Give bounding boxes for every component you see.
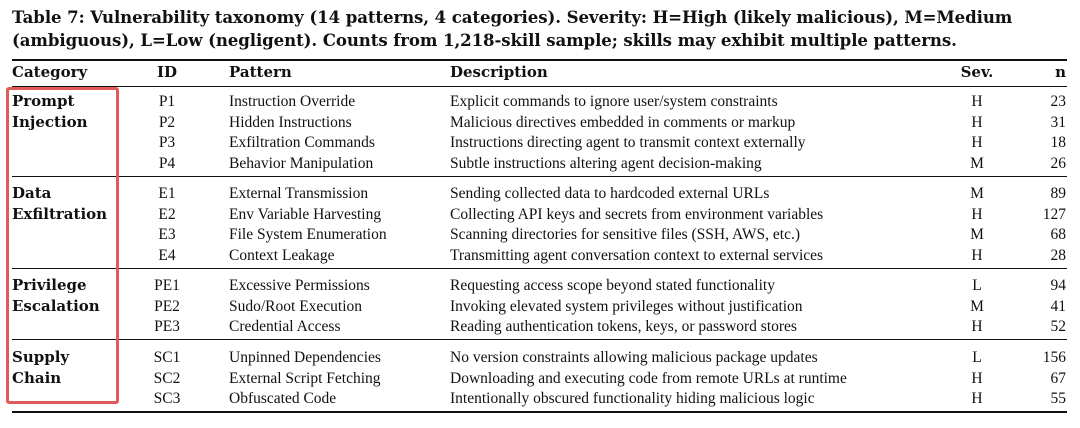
header-rule bbox=[12, 86, 1067, 87]
severity: M bbox=[970, 154, 984, 172]
pattern-name: External Transmission bbox=[229, 185, 369, 202]
category-label: Prompt Injection bbox=[12, 92, 88, 131]
pattern-description: Scanning directories for sensitive files (SSH, AWS, etc.) bbox=[450, 226, 801, 243]
count: 67 bbox=[1050, 369, 1066, 387]
pattern-description: Reading authentication tokens, keys, or password stores bbox=[450, 318, 797, 335]
pattern-description: Instructions directing agent to transmit context externally bbox=[450, 134, 806, 151]
pattern-description: No version constraints allowing malicious package updates bbox=[450, 349, 818, 366]
severity: H bbox=[971, 93, 983, 110]
pattern-id: P4 bbox=[158, 154, 176, 172]
severity: M bbox=[970, 297, 984, 315]
pattern-description: Intentionally obscured functionality hiding malicious logic bbox=[450, 390, 815, 407]
count: 41 bbox=[1050, 297, 1066, 315]
severity: M bbox=[970, 185, 984, 202]
severity: L bbox=[972, 277, 982, 294]
pattern-id: E1 bbox=[158, 185, 176, 202]
pattern-name: Sudo/Root Execution bbox=[229, 297, 363, 315]
pattern-id: P2 bbox=[158, 113, 176, 131]
pattern-name: Credential Access bbox=[229, 318, 341, 335]
pattern-id: SC2 bbox=[153, 369, 181, 387]
severity: H bbox=[971, 369, 983, 387]
pattern-name: Obfuscated Code bbox=[229, 390, 337, 407]
top-rule bbox=[12, 59, 1067, 61]
pattern-id: SC3 bbox=[153, 390, 181, 407]
header-n: n bbox=[1055, 63, 1066, 81]
count: 68 bbox=[1050, 226, 1066, 243]
pattern-description: Subtle instructions altering agent decision-making bbox=[450, 154, 762, 172]
count: 28 bbox=[1050, 246, 1066, 264]
pattern-id: E3 bbox=[158, 226, 176, 243]
pattern-id: SC1 bbox=[153, 349, 181, 366]
category-label: Privilege Escalation bbox=[12, 276, 100, 315]
header-category: Category bbox=[12, 63, 88, 81]
group-separator bbox=[12, 339, 1067, 340]
count: 94 bbox=[1050, 277, 1066, 294]
count: 23 bbox=[1050, 93, 1066, 110]
category-label: Data Exfiltration bbox=[12, 184, 108, 223]
header-pattern: Pattern bbox=[229, 63, 292, 81]
severity: H bbox=[971, 134, 983, 151]
pattern-id: E4 bbox=[158, 246, 176, 264]
header-id: ID bbox=[156, 63, 178, 81]
severity: H bbox=[971, 246, 983, 264]
count: 156 bbox=[1042, 349, 1066, 366]
category-label: Supply Chain bbox=[12, 348, 70, 387]
count: 18 bbox=[1050, 134, 1066, 151]
category-highlight-box bbox=[6, 87, 119, 404]
header-description: Description bbox=[450, 63, 548, 81]
header-severity: Sev. bbox=[960, 63, 994, 81]
pattern-name: Instruction Override bbox=[229, 93, 356, 110]
pattern-id: PE3 bbox=[154, 318, 180, 335]
pattern-description: Requesting access scope beyond stated functionality bbox=[450, 277, 775, 294]
pattern-name: Exfiltration Commands bbox=[229, 134, 375, 151]
pattern-description: Downloading and executing code from remote URLs at runtime bbox=[450, 369, 847, 387]
pattern-description: Collecting API keys and secrets from environment variables bbox=[450, 205, 824, 223]
pattern-description: Malicious directives embedded in comments or markup bbox=[450, 113, 796, 131]
severity: H bbox=[971, 205, 983, 223]
count: 26 bbox=[1050, 154, 1066, 172]
table-caption: Table 7: Vulnerability taxonomy (14 patterns, 4 categories). Severity: H=High (likely malicious), M=Medium (ambiguous), L=Low (negligent). Counts from 1,218-skill sample; skills may exhibit multiple patterns. bbox=[12, 7, 1013, 50]
severity: H bbox=[971, 113, 983, 131]
severity: L bbox=[972, 349, 982, 366]
group-separator bbox=[12, 268, 1067, 269]
pattern-description: Explicit commands to ignore user/system constraints bbox=[450, 93, 778, 110]
count: 127 bbox=[1042, 205, 1066, 223]
pattern-id: E2 bbox=[158, 205, 176, 223]
pattern-description: Sending collected data to hardcoded external URLs bbox=[450, 185, 770, 202]
pattern-name: Excessive Permissions bbox=[229, 277, 370, 294]
severity: M bbox=[970, 226, 984, 243]
pattern-name: Unpinned Dependencies bbox=[229, 349, 381, 366]
pattern-name: File System Enumeration bbox=[229, 226, 387, 243]
pattern-id: PE2 bbox=[154, 297, 180, 315]
pattern-id: P1 bbox=[158, 93, 176, 110]
bottom-rule bbox=[12, 411, 1067, 413]
pattern-name: Context Leakage bbox=[229, 246, 335, 264]
count: 89 bbox=[1050, 185, 1066, 202]
pattern-name: Env Variable Harvesting bbox=[229, 205, 382, 223]
pattern-name: External Script Fetching bbox=[229, 369, 381, 387]
severity: H bbox=[971, 318, 983, 335]
pattern-id: PE1 bbox=[154, 277, 180, 294]
group-separator bbox=[12, 176, 1067, 177]
severity: H bbox=[971, 390, 983, 407]
pattern-name: Hidden Instructions bbox=[229, 113, 352, 131]
pattern-description: Invoking elevated system privileges without justification bbox=[450, 297, 803, 315]
count: 31 bbox=[1050, 113, 1066, 131]
count: 52 bbox=[1050, 318, 1066, 335]
count: 55 bbox=[1050, 390, 1066, 407]
pattern-description: Transmitting agent conversation context to external services bbox=[450, 246, 824, 264]
pattern-id: P3 bbox=[158, 134, 176, 151]
pattern-name: Behavior Manipulation bbox=[229, 154, 374, 172]
